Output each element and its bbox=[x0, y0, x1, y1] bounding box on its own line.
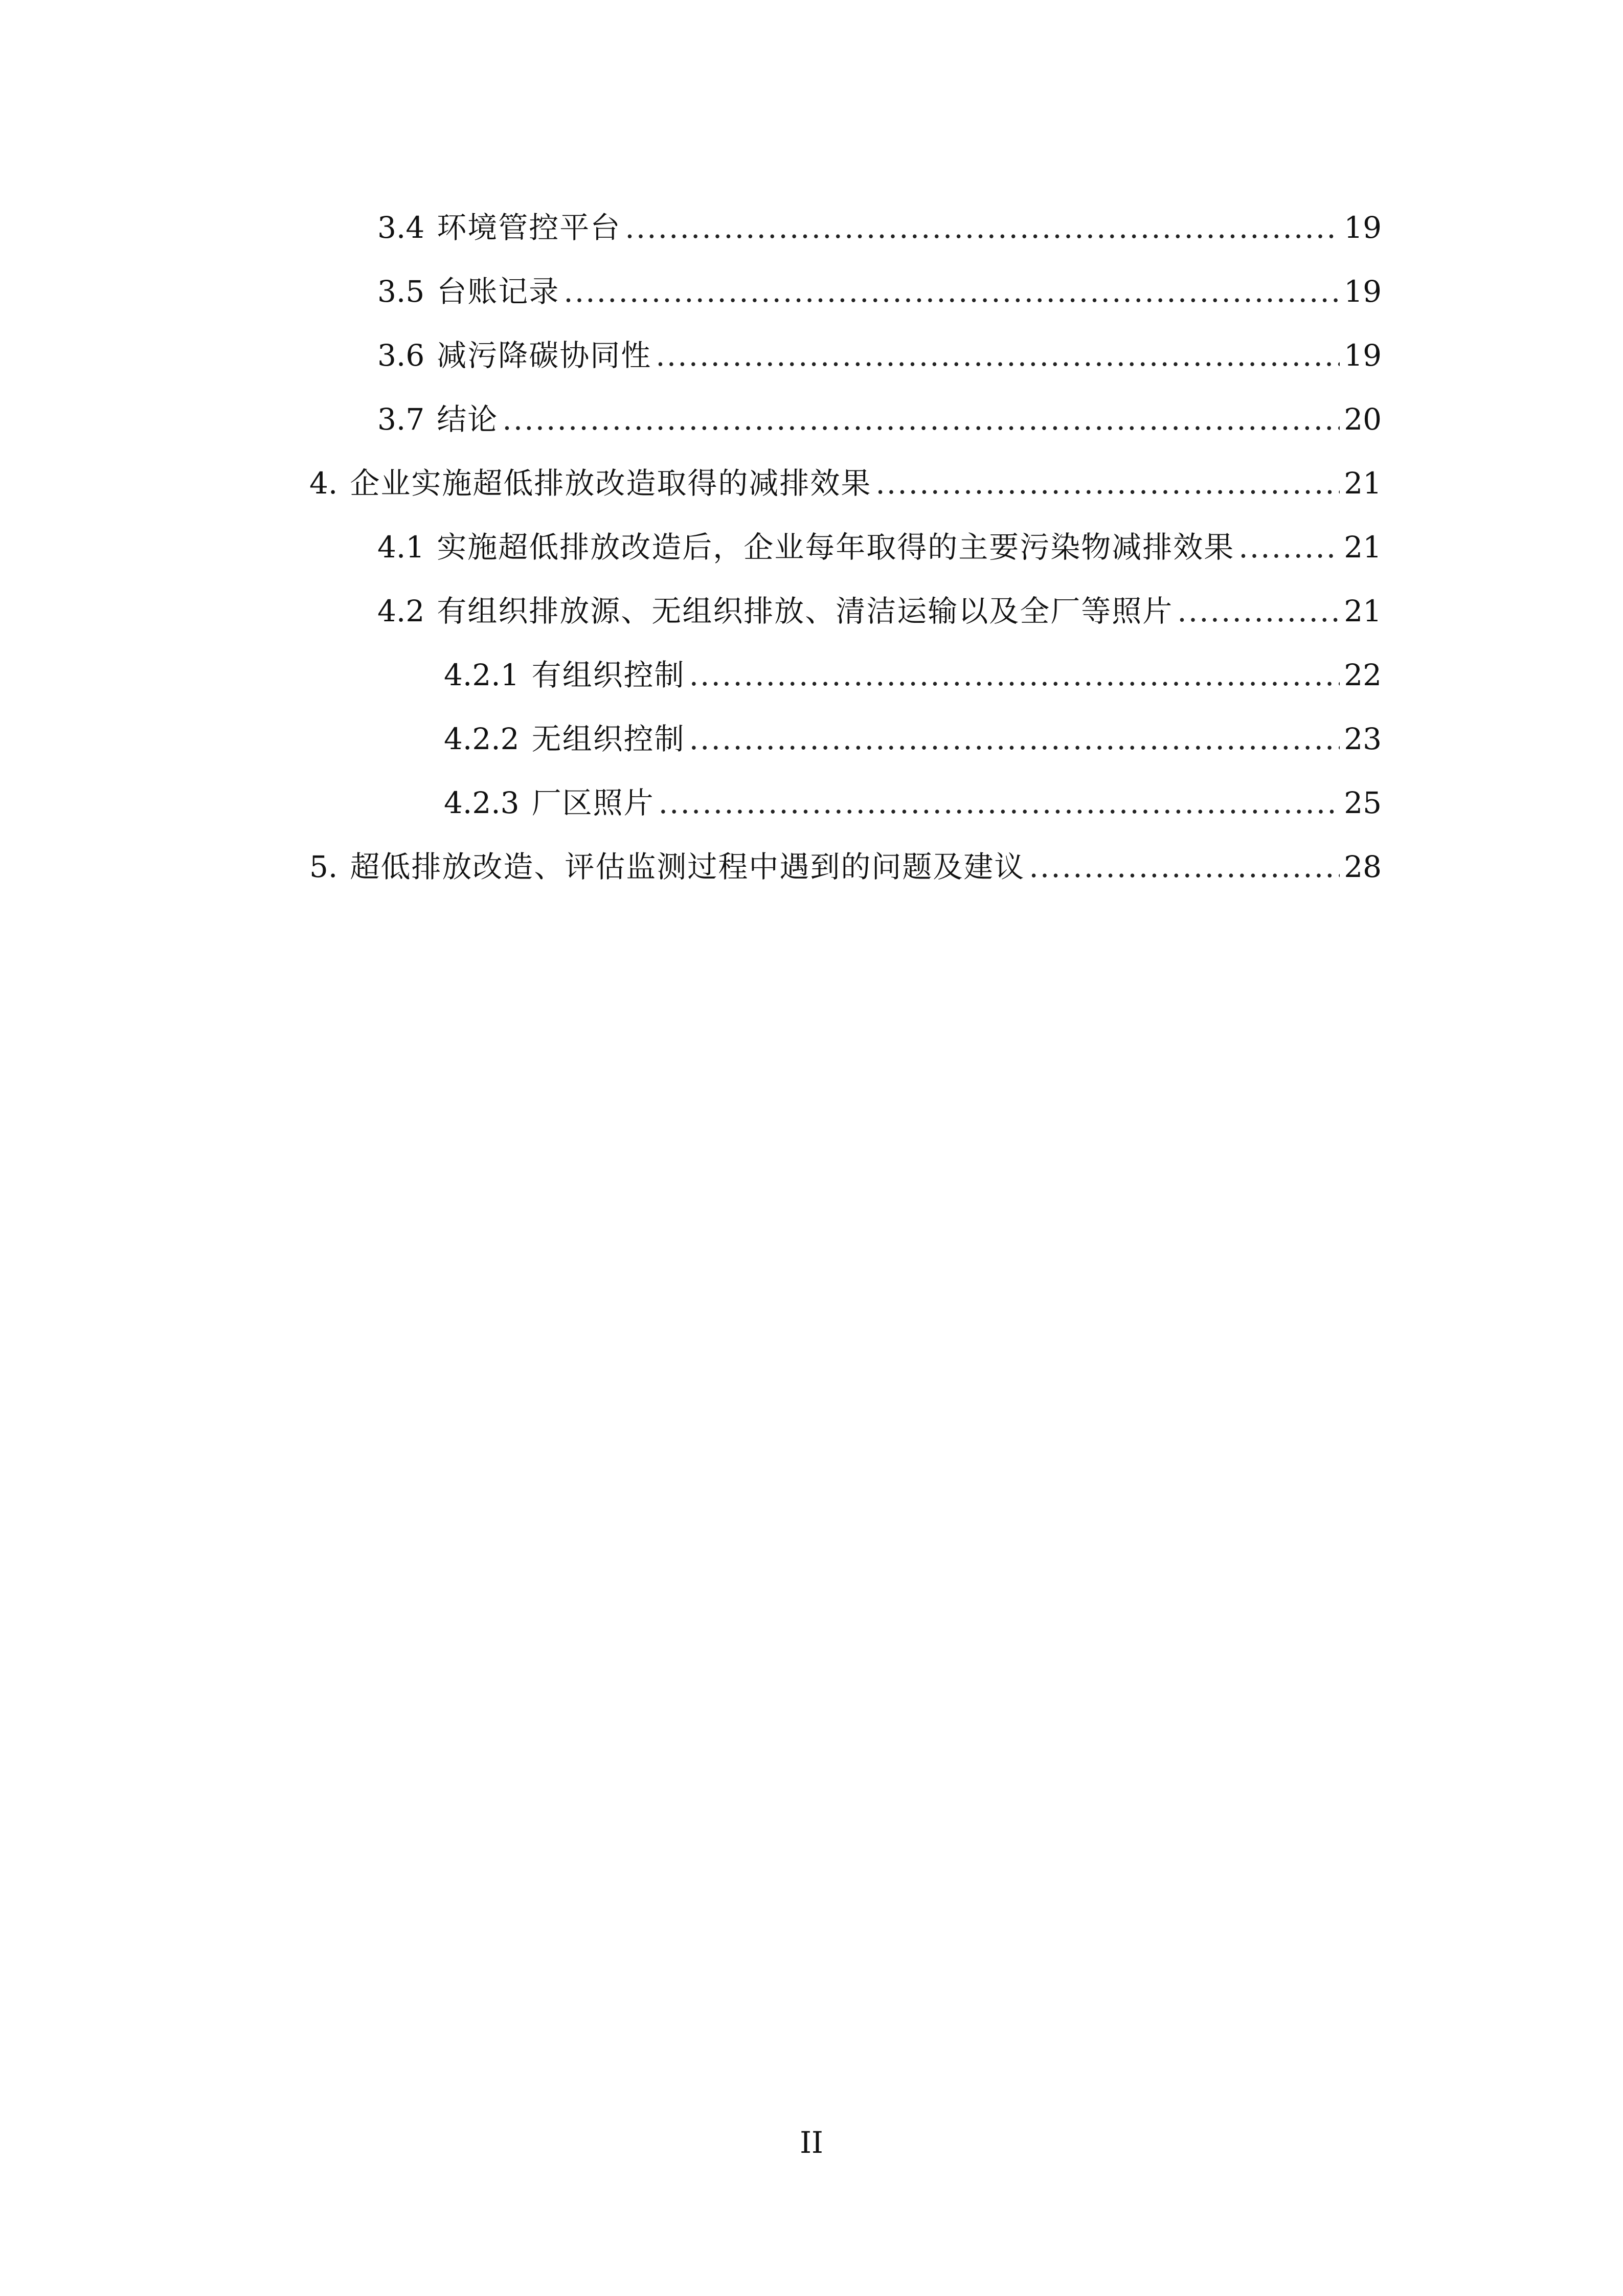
toc-entry-page: 19 bbox=[1344, 338, 1382, 373]
toc-entry-title: 环境管控平台 bbox=[437, 210, 621, 245]
toc-dot-leader bbox=[563, 266, 1340, 317]
toc-dot-leader bbox=[659, 777, 1340, 828]
toc-dot-leader bbox=[1238, 522, 1340, 573]
toc-entry-page: 22 bbox=[1344, 658, 1382, 692]
toc-dot-leader bbox=[875, 458, 1340, 509]
toc-entry-page: 21 bbox=[1344, 594, 1382, 628]
toc-dot-leader bbox=[1029, 841, 1340, 892]
toc-entry-page: 28 bbox=[1344, 849, 1382, 884]
toc-entry-page: 20 bbox=[1344, 402, 1382, 437]
toc-entry-4-2-2[interactable] bbox=[444, 713, 1382, 764]
toc-dot-leader bbox=[502, 394, 1340, 445]
toc-entry-3-5[interactable] bbox=[377, 266, 1382, 317]
toc-entry-page: 19 bbox=[1344, 210, 1382, 245]
page-number: II bbox=[800, 2125, 823, 2160]
toc-entry-page: 23 bbox=[1344, 722, 1382, 756]
toc-entry-3-6[interactable] bbox=[377, 330, 1382, 381]
toc-entry-page: 25 bbox=[1344, 785, 1382, 820]
toc-entry-4-2-3[interactable] bbox=[444, 777, 1382, 828]
toc-dot-leader bbox=[689, 713, 1340, 764]
toc-entry-title: 结论 bbox=[437, 402, 499, 437]
toc-entry-number: 4.2 bbox=[377, 594, 425, 628]
toc-entry-title: 企业实施超低排放改造取得的减排效果 bbox=[350, 466, 872, 501]
toc-entry-4-2-1[interactable] bbox=[444, 649, 1382, 701]
toc-entry-title: 无组织控制 bbox=[531, 722, 685, 756]
toc-entry-number: 4.2.1 bbox=[444, 658, 520, 692]
toc-dot-leader bbox=[1177, 586, 1340, 637]
toc-entry-4-2[interactable] bbox=[377, 586, 1382, 637]
toc-entry-number: 3.5 bbox=[377, 274, 425, 309]
toc-entry-number: 4. bbox=[309, 466, 338, 501]
toc-entry-number: 4.2.2 bbox=[444, 722, 520, 756]
toc-entry-title: 台账记录 bbox=[437, 274, 560, 309]
toc-entry-number: 3.6 bbox=[377, 338, 425, 373]
toc-entry-number: 4.2.3 bbox=[444, 785, 520, 820]
toc-entry-title: 减污降碳协同性 bbox=[437, 338, 652, 373]
toc-dot-leader bbox=[689, 649, 1340, 701]
toc-entry-title: 有组织控制 bbox=[531, 658, 685, 692]
toc-entry-5[interactable] bbox=[309, 841, 1382, 892]
toc-entry-title: 厂区照片 bbox=[531, 785, 655, 820]
toc-entry-number: 3.7 bbox=[377, 402, 425, 437]
toc-entry-number: 3.4 bbox=[377, 210, 425, 245]
toc-entry-title: 有组织排放源、无组织排放、清洁运输以及全厂等照片 bbox=[437, 594, 1174, 628]
toc-entry-title: 实施超低排放改造后，企业每年取得的主要污染物减排效果 bbox=[437, 530, 1235, 565]
toc-dot-leader bbox=[625, 202, 1340, 253]
toc-entry-title: 超低排放改造、评估监测过程中遇到的问题及建议 bbox=[350, 849, 1025, 884]
toc-entry-4-1[interactable] bbox=[377, 522, 1382, 573]
toc-entry-number: 4.1 bbox=[377, 530, 425, 565]
toc-entry-number: 5. bbox=[309, 849, 338, 884]
toc-entry-3-7[interactable] bbox=[377, 394, 1382, 445]
toc-entry-page: 21 bbox=[1344, 466, 1382, 501]
toc-entry-page: 21 bbox=[1344, 530, 1382, 565]
toc-dot-leader bbox=[656, 330, 1340, 381]
toc-entry-page: 19 bbox=[1344, 274, 1382, 309]
toc-entry-4[interactable] bbox=[309, 458, 1382, 509]
toc-entry-3-4[interactable] bbox=[377, 202, 1382, 253]
